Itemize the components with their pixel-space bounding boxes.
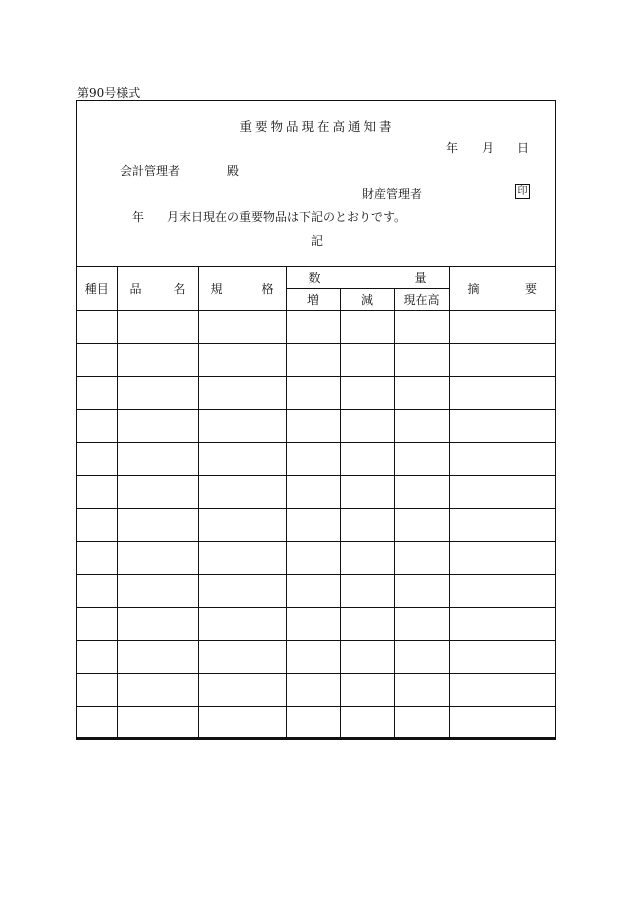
statement-year: 年 <box>132 210 145 224</box>
table-cell <box>340 443 394 476</box>
table-row <box>77 443 555 476</box>
table-cell <box>394 377 449 410</box>
table-cell <box>340 542 394 575</box>
table-row <box>77 608 555 641</box>
table-cell <box>286 674 340 707</box>
table-cell <box>117 575 198 608</box>
table-cell <box>117 608 198 641</box>
table-cell <box>394 575 449 608</box>
table-cell <box>198 707 286 740</box>
table-row <box>77 674 555 707</box>
table-cell <box>286 707 340 740</box>
table-cell <box>340 344 394 377</box>
table-cell <box>117 542 198 575</box>
table-cell <box>198 344 286 377</box>
table-cell <box>286 542 340 575</box>
table-row <box>77 542 555 575</box>
header-name: 品 名 <box>117 267 198 311</box>
table-cell <box>77 575 117 608</box>
table-row <box>77 410 555 443</box>
table-cell <box>286 575 340 608</box>
table-row <box>77 311 555 344</box>
table-cell <box>394 608 449 641</box>
addressee-honorific: 殿 <box>227 164 240 178</box>
table-cell <box>77 707 117 740</box>
table-cell <box>340 641 394 674</box>
table-cell <box>449 443 555 476</box>
table-cell <box>286 509 340 542</box>
table-cell <box>117 410 198 443</box>
header-current: 現在高 <box>394 289 449 311</box>
header-kind: 種目 <box>77 267 117 311</box>
table-cell <box>198 377 286 410</box>
table-cell <box>198 311 286 344</box>
table-row <box>77 377 555 410</box>
table-row <box>77 575 555 608</box>
table-cell <box>394 542 449 575</box>
table-cell <box>286 443 340 476</box>
table-cell <box>394 311 449 344</box>
table-cell <box>449 410 555 443</box>
table-cell <box>449 509 555 542</box>
table-cell <box>394 410 449 443</box>
table-cell <box>340 575 394 608</box>
addressee-role: 会計管理者 <box>120 164 181 178</box>
table-cell <box>77 443 117 476</box>
table-cell <box>77 410 117 443</box>
table-cell <box>449 476 555 509</box>
table-cell <box>117 641 198 674</box>
table-cell <box>77 641 117 674</box>
table-cell <box>340 410 394 443</box>
table-cell <box>340 608 394 641</box>
table-cell <box>394 344 449 377</box>
table-cell <box>394 443 449 476</box>
header-spec: 規 格 <box>198 267 286 311</box>
table-cell <box>198 608 286 641</box>
table-cell <box>77 476 117 509</box>
table-cell <box>394 641 449 674</box>
table-cell <box>77 509 117 542</box>
table-cell <box>340 707 394 740</box>
table-cell <box>449 674 555 707</box>
table-row <box>77 707 555 740</box>
table-cell <box>77 377 117 410</box>
table-cell <box>198 542 286 575</box>
table-cell <box>198 575 286 608</box>
date-day-label: 日 <box>517 141 530 155</box>
table-row <box>77 476 555 509</box>
table-cell <box>394 674 449 707</box>
table-cell <box>340 377 394 410</box>
table-cell <box>77 608 117 641</box>
table-cell <box>286 377 340 410</box>
table-cell <box>77 311 117 344</box>
table-cell <box>449 542 555 575</box>
table-cell <box>198 410 286 443</box>
table-cell <box>77 674 117 707</box>
table-cell <box>117 509 198 542</box>
table-cell <box>449 311 555 344</box>
table-cell <box>198 509 286 542</box>
table-cell <box>286 311 340 344</box>
table-cell <box>286 476 340 509</box>
table-cell <box>198 443 286 476</box>
table-cell <box>77 542 117 575</box>
table-row <box>77 344 555 377</box>
statement-text: 月末日現在の重要物品は下記のとおりです。 <box>167 210 407 224</box>
table-cell <box>340 476 394 509</box>
table-cell <box>198 674 286 707</box>
table-cell <box>449 608 555 641</box>
header-quantity: 数 量 <box>286 267 449 289</box>
table-cell <box>340 509 394 542</box>
table-cell <box>449 641 555 674</box>
table-cell <box>286 344 340 377</box>
table-row <box>77 641 555 674</box>
table-cell <box>117 476 198 509</box>
header-increase: 増 <box>286 289 340 311</box>
ki-label: 記 <box>311 234 324 248</box>
header-decrease: 減 <box>340 289 394 311</box>
table-cell <box>394 509 449 542</box>
table-cell <box>449 707 555 740</box>
table-cell <box>117 311 198 344</box>
form-number-label: 第90号様式 <box>77 86 141 100</box>
table-cell <box>117 344 198 377</box>
table-cell <box>117 707 198 740</box>
table-cell <box>117 443 198 476</box>
sender-role: 財産管理者 <box>362 187 423 201</box>
table-cell <box>394 476 449 509</box>
table-cell <box>286 641 340 674</box>
table-cell <box>117 674 198 707</box>
table-cell <box>198 641 286 674</box>
table-cell <box>198 476 286 509</box>
seal-mark: 印 <box>515 184 530 199</box>
table-cell <box>449 575 555 608</box>
table-cell <box>117 377 198 410</box>
table-row <box>77 509 555 542</box>
date-year-label: 年 <box>446 141 459 155</box>
table-cell <box>340 674 394 707</box>
table-cell <box>394 707 449 740</box>
table-cell <box>286 410 340 443</box>
document-title: 重要物品現在高通知書 <box>239 119 395 134</box>
table-cell <box>449 377 555 410</box>
table-cell <box>449 344 555 377</box>
date-month-label: 月 <box>482 141 495 155</box>
table-cell <box>77 344 117 377</box>
notice-form <box>76 100 556 740</box>
table-cell <box>286 608 340 641</box>
table-cell <box>340 311 394 344</box>
inventory-table <box>77 266 555 739</box>
header-remarks: 摘 要 <box>449 267 555 311</box>
